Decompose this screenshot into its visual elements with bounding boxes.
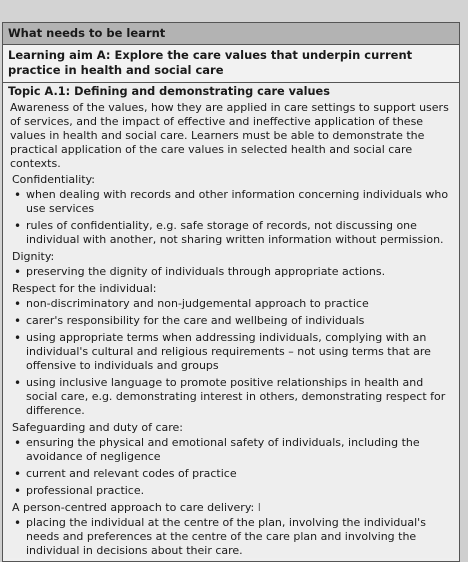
bullet-list (8, 516, 454, 558)
list-item: • ensuring the physical and emotional safety of individuals, including the avoidance of negligence (14, 436, 420, 463)
list-item: • carer's responsibility for the care and wellbeing of individuals (14, 314, 365, 328)
section-heading: Dignity: (12, 250, 55, 263)
bullet-list (8, 188, 454, 247)
list-item: • non-discriminatory and non-judgemental approach to practice (14, 297, 369, 311)
bullet-icon: • (14, 297, 22, 311)
bullet-icon: • (14, 265, 22, 279)
bullet-icon: • (14, 467, 22, 481)
topic-title: Topic A.1: Defining and demonstrating care values (8, 85, 330, 98)
learning-aim: Learning aim A: Explore the care values that underpin current practice in health and social care (3, 45, 459, 83)
list-item: • professional practice. (14, 484, 145, 498)
list-item: • preserving the dignity of individuals through appropriate actions. (14, 265, 386, 279)
list-item: • using inclusive language to promote positive relationships in health and social care, e.g. demonstrating interest in others, demonstrating respect for difference. (14, 376, 446, 417)
bullet-icon: • (14, 376, 22, 390)
list-item: • rules of confidentiality, e.g. safe storage of records, not discussing one individual with another, not sharing written information without permission. (14, 219, 444, 246)
list-item: • using appropriate terms when addressing individuals, complying with an individual's cultural and religious requirements – not using terms that are offensive to individuals and groups (14, 331, 431, 372)
bullet-icon: • (14, 188, 22, 202)
list-item: • current and relevant codes of practice (14, 467, 237, 481)
bullet-list (8, 265, 454, 279)
topic-intro: Awareness of the values, how they are applied in care settings to support users of services, and the impact of effective and ineffective application of these values in health and social care. Learners must be able to demonstrate the practical application of the care values in selected health and social care contexts. (10, 101, 449, 170)
section-heading: Safeguarding and duty of care: (12, 421, 183, 434)
bullet-list (8, 436, 454, 498)
text-cursor-icon: I (257, 501, 261, 514)
list-item: • when dealing with records and other information concerning individuals who use services (14, 188, 449, 215)
section-heading: A person-centred approach to care delivery: I (12, 501, 261, 514)
topic-body (3, 83, 459, 558)
content-table (2, 22, 460, 562)
bullet-list (8, 297, 454, 418)
bullet-icon: • (14, 436, 22, 450)
bullet-icon: • (14, 331, 22, 345)
table-header: What needs to be learnt (3, 23, 459, 45)
section-heading: Confidentiality: (12, 173, 95, 186)
bullet-icon: • (14, 484, 22, 498)
list-item: • placing the individual at the centre of the plan, involving the individual's needs and preferences at the centre of the care plan and involving the individual in decisions about their care. (14, 516, 426, 557)
bullet-icon: • (14, 516, 22, 530)
bullet-icon: • (14, 314, 22, 328)
bullet-icon: • (14, 219, 22, 233)
section-heading: Respect for the individual: (12, 282, 157, 295)
